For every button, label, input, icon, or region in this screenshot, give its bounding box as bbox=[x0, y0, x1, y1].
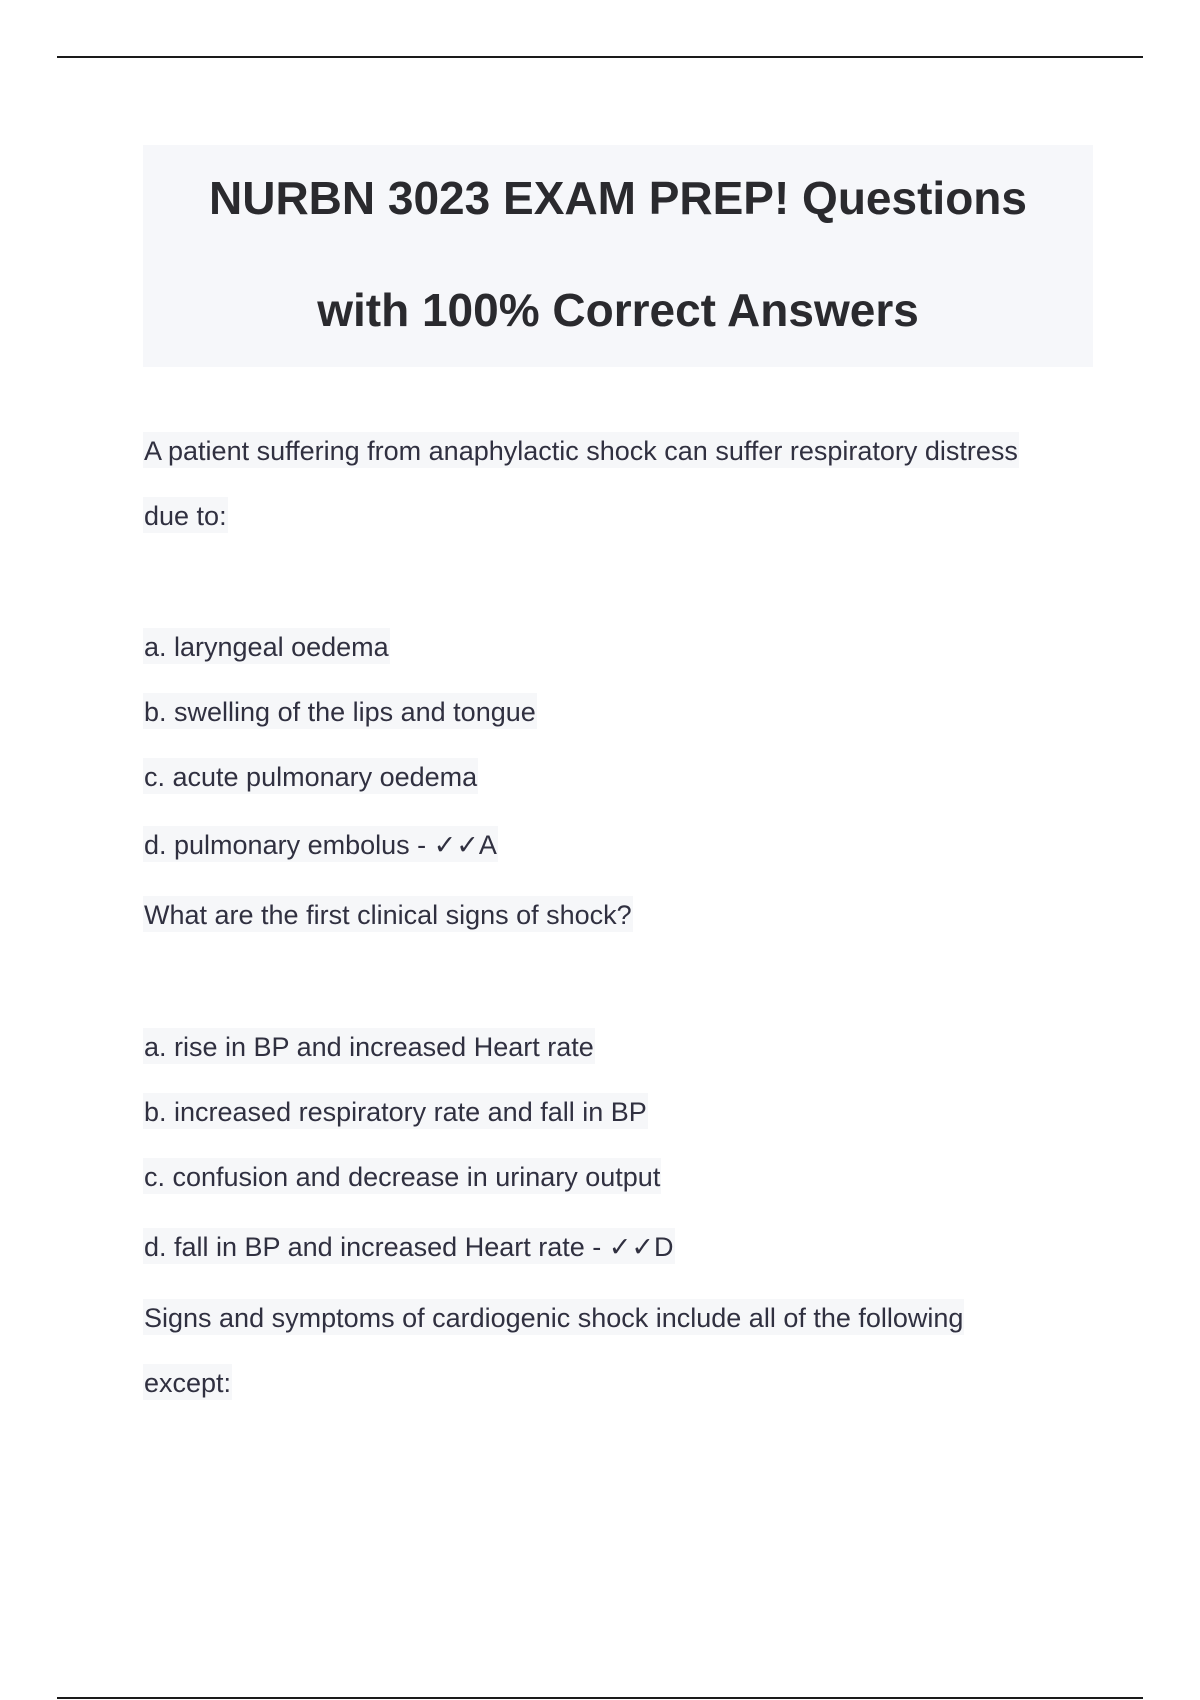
question-1-text-line-1: A patient suffering from anaphylactic shock can suffer respiratory distress bbox=[143, 432, 1019, 468]
question-2-text-line-1: What are the first clinical signs of shock? bbox=[143, 896, 633, 932]
question-2-option-c: c. confusion and decrease in urinary output bbox=[143, 1158, 661, 1194]
title-banner bbox=[143, 145, 1093, 367]
question-2-option-d-answer: d. fall in BP and increased Heart rate - ✓✓D bbox=[143, 1228, 675, 1264]
document-title-line-2: with 100% Correct Answers bbox=[317, 284, 919, 336]
document-title-line-1: NURBN 3023 EXAM PREP! Questions bbox=[209, 172, 1027, 224]
question-2-option-b: b. increased respiratory rate and fall in BP bbox=[143, 1093, 648, 1129]
question-1-option-b: b. swelling of the lips and tongue bbox=[143, 693, 537, 729]
question-1-text-line-2: due to: bbox=[143, 497, 228, 533]
question-3-text-line-1: Signs and symptoms of cardiogenic shock include all of the following bbox=[143, 1299, 964, 1335]
question-1-option-d-answer: d. pulmonary embolus - ✓✓A bbox=[143, 826, 498, 862]
question-1-option-c: c. acute pulmonary oedema bbox=[143, 758, 478, 794]
question-3-text-line-2: except: bbox=[143, 1364, 232, 1400]
top-rule bbox=[57, 56, 1143, 58]
question-2-option-a: a. rise in BP and increased Heart rate bbox=[143, 1028, 595, 1064]
bottom-rule bbox=[57, 1697, 1143, 1699]
question-1-option-a: a. laryngeal oedema bbox=[143, 628, 390, 664]
